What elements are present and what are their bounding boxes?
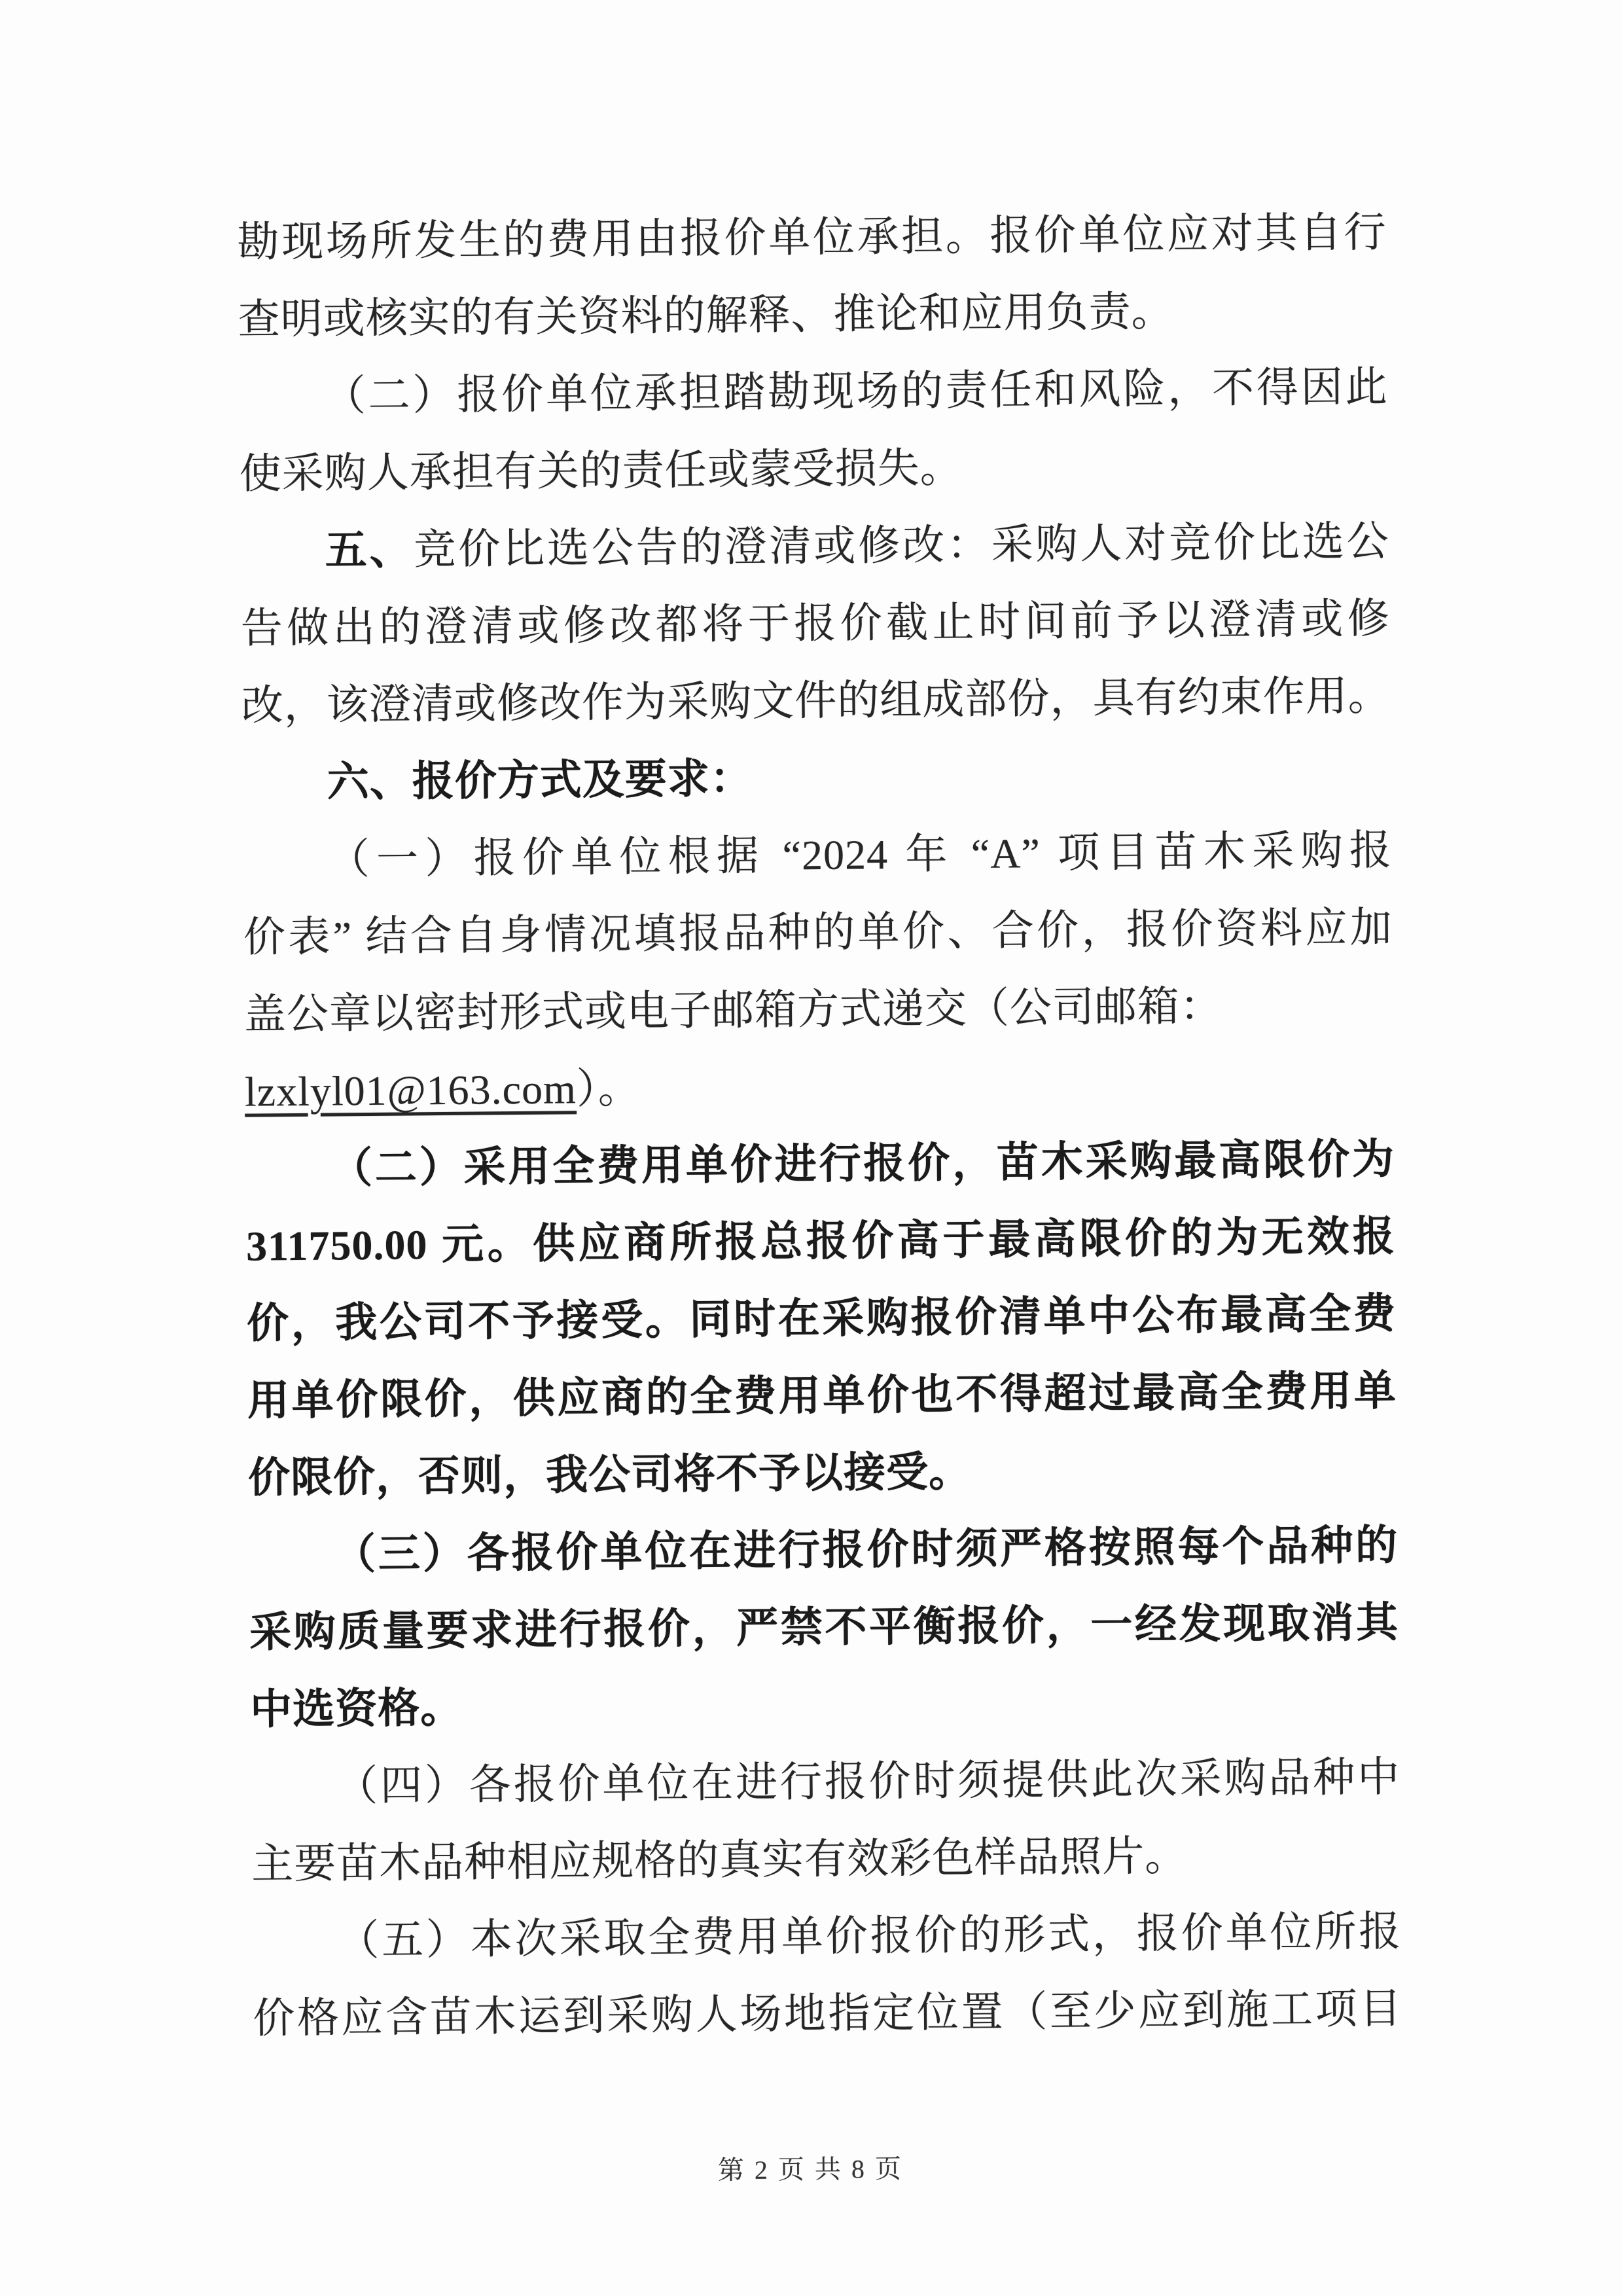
text-run: （二）报价单位承担踏勘现场的责任和风险，不得因此 [323, 363, 1388, 420]
text-run: 竞价比选公告的澄清或修改：采购人对竞价比选公 [414, 518, 1389, 573]
section-number: 五、 [325, 526, 414, 574]
text-run: 价限价，否则，我公司将不予以接受。 [247, 1448, 972, 1501]
email-address: lzxlyl01@163.com [244, 1066, 577, 1115]
text-run: 使采购人承担有关的责任或蒙受损失。 [239, 444, 963, 497]
text-run: ” 项目苗木采购报 [1021, 827, 1393, 877]
page-footer: 第 2 页 共 8 页 [717, 2153, 904, 2185]
text-line [240, 580, 1390, 667]
project-code: A [990, 830, 1022, 877]
text-run: （二）采用全费用单价进行报价，苗木采购最高限价为 [330, 1136, 1395, 1192]
text-line [251, 1738, 1400, 1825]
text-line [245, 1121, 1395, 1208]
text-line [247, 1275, 1397, 1362]
text-block [237, 194, 1402, 2057]
text-line [240, 503, 1389, 590]
page-body [237, 194, 1403, 2192]
text-run: 元。供应商所报总报价高于最高限价的为无效报 [427, 1213, 1396, 1268]
text-line [252, 1893, 1402, 1980]
text-run: 主要苗木品种相应规格的真实有效彩色样品照片。 [251, 1833, 1188, 1888]
text-run: 价，我公司不予接受。同时在采购报价清单中公布最高全费 [246, 1290, 1397, 1347]
text-line [238, 348, 1388, 435]
max-price-value: 311750.00 [245, 1221, 428, 1270]
text-run: 价格应含苗木运到采购人场地指定位置（至少应到施工项目 [252, 1985, 1402, 2042]
text-line [251, 1816, 1401, 1903]
text-run: （三）各报价单位在进行报价时须严格按照每个品种的 [333, 1522, 1399, 1578]
text-run: ）。 [576, 1065, 641, 1113]
text-run: 查明或核实的有关资料的解释、推论和应用负责。 [238, 288, 1174, 343]
text-line [238, 271, 1387, 358]
text-run: 年 “ [887, 830, 991, 878]
text-line [241, 657, 1391, 744]
text-line [245, 1198, 1395, 1285]
text-line [243, 889, 1393, 976]
text-run: （五）本次采取全费用单价报价的形式，报价单位所报 [336, 1908, 1402, 1964]
text-run: （一）报价单位根据 “ [327, 832, 802, 883]
text-run: 盖公章以密封形式或电子邮箱方式递交（公司邮箱： [243, 982, 1223, 1038]
text-run: 改，该澄清或修改作为采购文件的组成部份，具有约束作用。 [241, 672, 1391, 729]
year-value: 2024 [801, 831, 889, 879]
text-line [239, 425, 1389, 512]
text-line [242, 812, 1392, 899]
text-run: 采购质量要求进行报价，严禁不平衡报价，一经发现取消其 [249, 1599, 1399, 1656]
text-run: 价表” 结合自身情况填报品种的单价、合价，报价资料应加 [243, 904, 1393, 961]
text-run: （四）各报价单位在进行报价时须提供此次采购品种中 [335, 1753, 1400, 1810]
text-run: 告做出的澄清或修改都将于报价截止时间前予以澄清或修 [240, 595, 1391, 652]
text-line [249, 1507, 1399, 1594]
text-line [250, 1661, 1400, 1748]
section-heading: 六、报价方式及要求： [327, 755, 753, 806]
text-run: 勘现场所发生的费用由报价单位承担。报价单位应对其自行 [237, 209, 1387, 266]
text-line [241, 734, 1391, 821]
text-line [243, 966, 1393, 1053]
text-line [253, 1970, 1402, 2057]
text-line [244, 1043, 1394, 1130]
text-run: 中选资格。 [249, 1684, 463, 1733]
text-line [249, 1584, 1399, 1671]
text-run: 用单价限价，供应商的全费用单价也不得超过最高全费用单 [247, 1367, 1397, 1424]
text-line [248, 1429, 1398, 1516]
text-line [237, 194, 1387, 281]
text-line [247, 1352, 1397, 1439]
